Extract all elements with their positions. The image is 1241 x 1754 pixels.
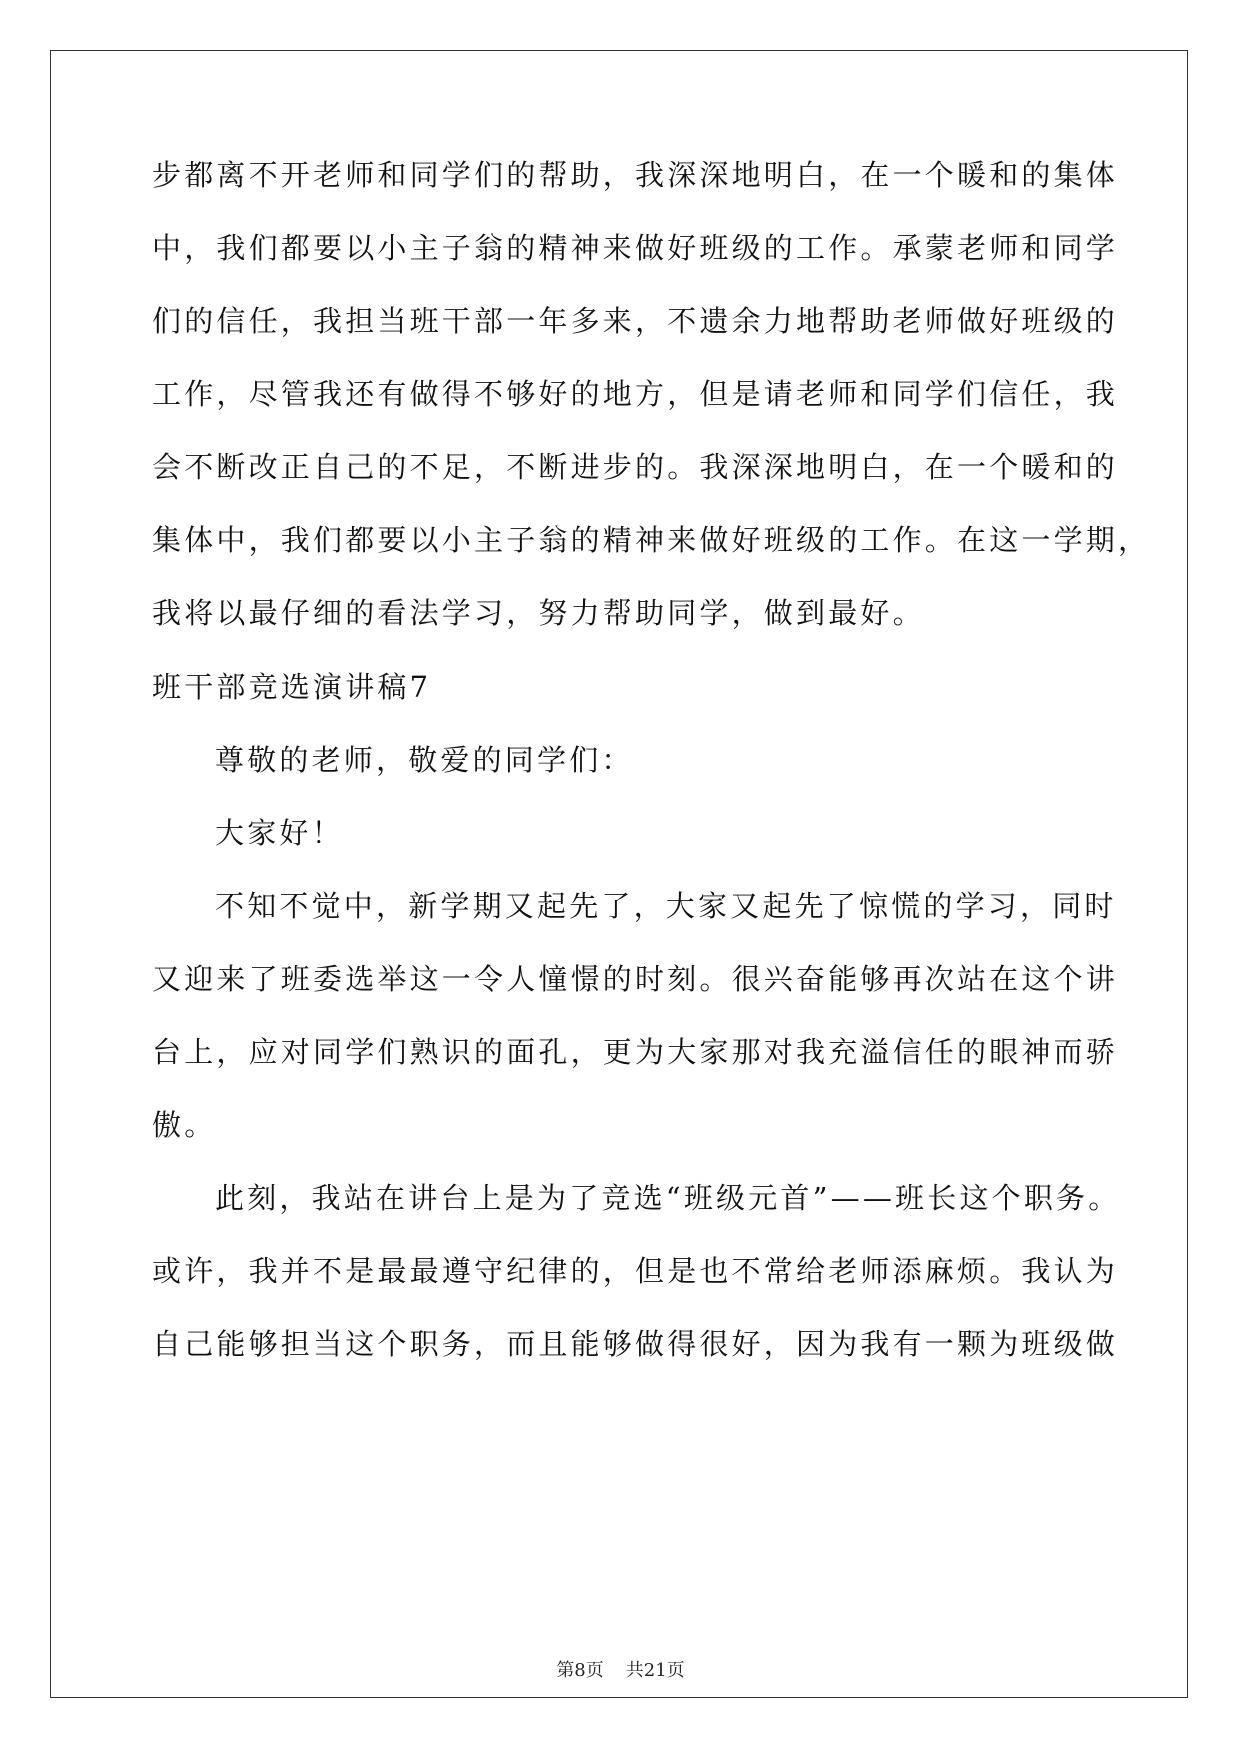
text-line-12: 又迎来了班委选举这一令人憧憬的时刻。很兴奋能够再次站在这个讲 [152, 962, 1119, 996]
text-line-6: 集体中，我们都要以小主子翁的精神来做好班级的工作。在这一学期， [152, 523, 1151, 557]
page-border [50, 50, 1188, 1698]
text-line-4: 工作，尽管我还有做得不够好的地方，但是请老师和同学们信任，我 [152, 377, 1119, 411]
text-line-11: 不知不觉中，新学期又起先了，大家又起先了惊慌的学习，同时 [215, 889, 1117, 923]
text-line-7: 我将以最仔细的看法学习，努力帮助同学，做到最好。 [152, 596, 925, 630]
page-total: 共21页 [625, 1660, 685, 1681]
text-line-13: 台上，应对同学们熟识的面孔，更为大家那对我充溢信任的眼神而骄 [152, 1035, 1119, 1069]
text-line-1: 步都离不开老师和同学们的帮助，我深深地明白，在一个暖和的集体 [152, 158, 1119, 192]
text-line-5: 会不断改正自己的不足，不断进步的。我深深地明白，在一个暖和的 [152, 450, 1119, 484]
page-number: 第8页 [556, 1660, 604, 1681]
page-footer [0, 1660, 1241, 1682]
greeting: 大家好！ [215, 816, 344, 850]
text-line-16: 或许，我并不是最最遵守纪律的，但是也不常给老师添麻烦。我认为 [152, 1254, 1119, 1288]
text-line-14: 傲。 [152, 1108, 217, 1142]
text-line-17: 自己能够担当这个职务，而且能够做得很好，因为我有一颗为班级做 [152, 1327, 1119, 1361]
text-line-15: 此刻，我站在讲台上是为了竞选“班级元首”——班长这个职务。 [215, 1181, 1121, 1215]
text-line-2: 中，我们都要以小主子翁的精神来做好班级的工作。承蒙老师和同学 [152, 231, 1119, 265]
salutation: 尊敬的老师，敬爱的同学们： [215, 743, 634, 777]
section-heading: 班干部竞选演讲稿7 [152, 670, 432, 704]
text-line-3: 们的信任，我担当班干部一年多来，不遗余力地帮助老师做好班级的 [152, 304, 1119, 338]
